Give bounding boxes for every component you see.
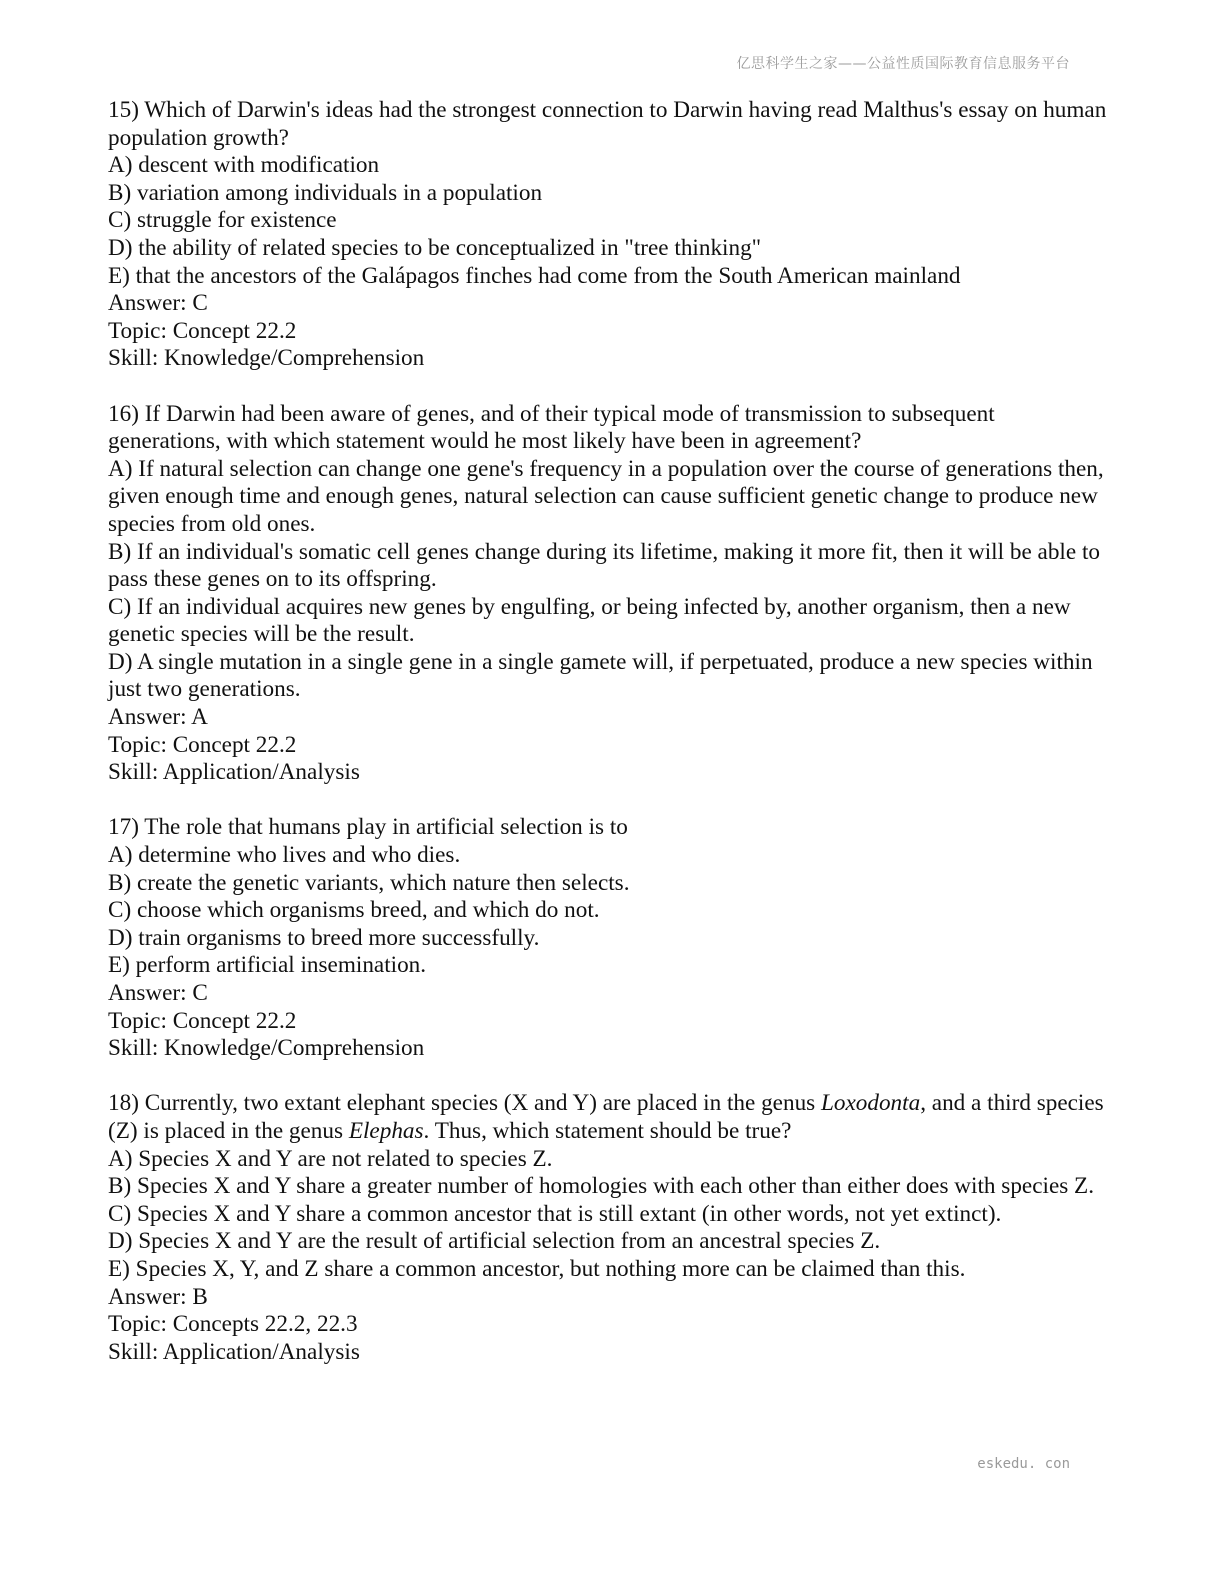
- question-stem: [108, 1090, 1113, 1145]
- answer-line: Answer: B: [108, 1283, 208, 1310]
- question-16: [108, 401, 1113, 787]
- question-stem: 15) Which of Darwin's ideas had the strongest connection to Darwin having read Malthus's essay on human population growth?: [108, 97, 1107, 151]
- question-stem: 16) If Darwin had been aware of genes, and of their typical mode of transmission to subsequent generations, with which statement would he most likely have been in agreement?: [108, 400, 995, 455]
- option-a: A) descent with modification: [108, 152, 380, 179]
- question-17: [108, 814, 1113, 1062]
- option-b: B) If an individual's somatic cell genes change during its lifetime, making it more fit, then it will be able to pass these genes on to its offspring.: [108, 538, 1100, 593]
- topic-line: Topic: Concepts 22.2, 22.3: [108, 1311, 358, 1338]
- option-e: E) Species X, Y, and Z share a common ancestor, but nothing more can be claimed than this.: [108, 1255, 966, 1282]
- topic-line: Topic: Concept 22.2: [108, 317, 297, 344]
- footer-site-domain: eskedu. con: [977, 1456, 1070, 1472]
- topic-line: Topic: Concept 22.2: [108, 731, 297, 758]
- skill-line: Skill: Application/Analysis: [108, 759, 360, 786]
- option-e: E) perform artificial insemination.: [108, 952, 427, 979]
- option-c: C) If an individual acquires new genes by engulfing, or being infected by, another organism, then a new genetic species will be the result.: [108, 593, 1071, 648]
- genus-name-elephas: Elephas: [348, 1117, 424, 1144]
- skill-line: Skill: Knowledge/Comprehension: [108, 345, 425, 372]
- skill-line: Skill: Application/Analysis: [108, 1338, 360, 1365]
- question-15: [108, 97, 1113, 373]
- skill-line: Skill: Knowledge/Comprehension: [108, 1035, 425, 1062]
- option-d: D) A single mutation in a single gene in a single gamete will, if perpetuated, produce a new species within just two generations.: [108, 648, 1093, 703]
- answer-line: Answer: C: [108, 980, 208, 1006]
- option-b: B) variation among individuals in a population: [108, 179, 543, 206]
- option-c: C) choose which organisms breed, and which do not.: [108, 897, 600, 924]
- option-d: D) train organisms to breed more successfully.: [108, 924, 540, 951]
- option-c: C) struggle for existence: [108, 207, 337, 234]
- answer-line: Answer: A: [108, 704, 208, 731]
- answer-line: Answer: C: [108, 290, 208, 317]
- genus-name-loxodonta: Loxodonta: [820, 1090, 921, 1117]
- stem-text: 18) Currently, two extant elephant species (X and Y) are placed in the genus: [108, 1090, 821, 1117]
- question-stem: 17) The role that humans play in artificial selection is to: [108, 814, 628, 841]
- option-c: C) Species X and Y share a common ancestor that is still extant (in other words, not yet extinct).: [108, 1200, 1002, 1227]
- option-b: B) Species X and Y share a greater number of homologies with each other than either does with species Z.: [108, 1173, 1095, 1200]
- question-list: [108, 97, 1113, 1394]
- option-a: A) If natural selection can change one gene's frequency in a population over the course of generations then, given enough time and enough genes, natural selection can cause sufficient genetic change to produce new species from old ones.: [108, 455, 1104, 537]
- option-a: A) determine who lives and who dies.: [108, 842, 461, 869]
- option-d: D) the ability of related species to be conceptualized in "tree thinking": [108, 234, 762, 261]
- question-18: [108, 1090, 1113, 1366]
- option-d: D) Species X and Y are the result of artificial selection from an ancestral species Z.: [108, 1228, 881, 1255]
- option-e: E) that the ancestors of the Galápagos finches had come from the South American mainland: [108, 262, 961, 289]
- option-a: A) Species X and Y are not related to species Z.: [108, 1145, 553, 1172]
- option-b: B) create the genetic variants, which nature then selects.: [108, 869, 630, 896]
- stem-text: , and a third species (Z) is placed in the genus: [108, 1090, 1104, 1144]
- stem-text: . Thus, which statement should be true?: [423, 1117, 792, 1144]
- header-site-note: 亿思科学生之家——公益性质国际教育信息服务平台: [736, 56, 1070, 72]
- topic-line: Topic: Concept 22.2: [108, 1007, 297, 1034]
